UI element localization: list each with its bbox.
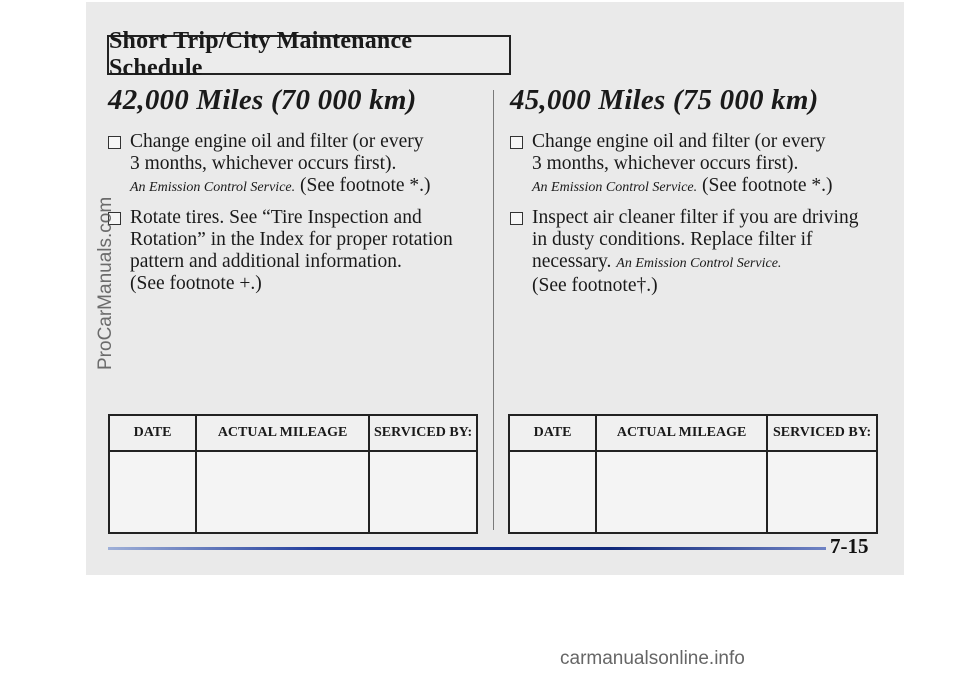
right-mileage-heading: 45,000 Miles (75 000 km) [510,84,819,116]
left-service-record-table [108,414,478,534]
actual-mileage-cell[interactable] [596,451,767,533]
date-header: DATE [109,415,196,451]
column-divider [493,90,494,530]
emission-note: An Emission Control Service. [532,180,698,195]
checkbox-icon[interactable] [510,136,523,149]
item-line [532,251,880,275]
table-header-row [109,415,477,451]
right-service-record-table [508,414,878,534]
date-cell[interactable] [109,451,196,533]
left-column [108,84,478,303]
date-header: DATE [509,415,596,451]
item-note-line [532,175,880,199]
serviced-by-header: SERVICED BY: [369,415,477,451]
section-title: Short Trip/City Maintenance Schedule [107,35,511,75]
item-line: in dusty conditions. Replace filter if [532,229,813,250]
emission-note: An Emission Control Service. [130,180,296,195]
item-line: Change engine oil and filter (or every [532,131,826,152]
item-line: 3 months, whichever occurs first). [130,153,397,174]
date-cell[interactable] [509,451,596,533]
table-row [509,451,877,533]
item-note-line [130,175,478,199]
item-text: necessary. [532,251,612,272]
table-header-row [509,415,877,451]
checkbox-icon[interactable] [510,212,523,225]
left-mileage-heading: 42,000 Miles (70 000 km) [108,84,417,116]
bottom-watermark: carmanualsonline.info [560,648,745,669]
actual-mileage-header: ACTUAL MILEAGE [196,415,369,451]
checkbox-icon[interactable] [108,136,121,149]
emission-note: An Emission Control Service. [616,256,782,271]
side-watermark: ProCarManuals.com [95,196,116,370]
table-row [109,451,477,533]
page-number: 7-15 [830,534,869,558]
item-line: 3 months, whichever occurs first). [532,153,799,174]
left-item-rotate-tires [108,207,478,295]
item-line: Inspect air cleaner filter if you are driving [532,207,859,228]
footnote-ref: (See footnote *.) [300,175,431,196]
footnote-ref: (See footnote†.) [532,275,658,296]
footnote-ref: (See footnote *.) [702,175,833,196]
right-column [510,84,880,305]
footer-rule [108,547,826,550]
serviced-by-cell[interactable] [767,451,877,533]
item-line: Rotation” in the Index for proper rotation [130,229,453,250]
left-item-oil-change [108,131,478,199]
actual-mileage-header: ACTUAL MILEAGE [596,415,767,451]
item-line: pattern and additional information. [130,251,402,272]
item-line: (See footnote +.) [130,273,262,294]
item-line: Change engine oil and filter (or every [130,131,424,152]
item-line: Rotate tires. See “Tire Inspection and [130,207,422,228]
right-item-oil-change [510,131,880,199]
serviced-by-header: SERVICED BY: [767,415,877,451]
right-item-air-filter [510,207,880,297]
serviced-by-cell[interactable] [369,451,477,533]
actual-mileage-cell[interactable] [196,451,369,533]
